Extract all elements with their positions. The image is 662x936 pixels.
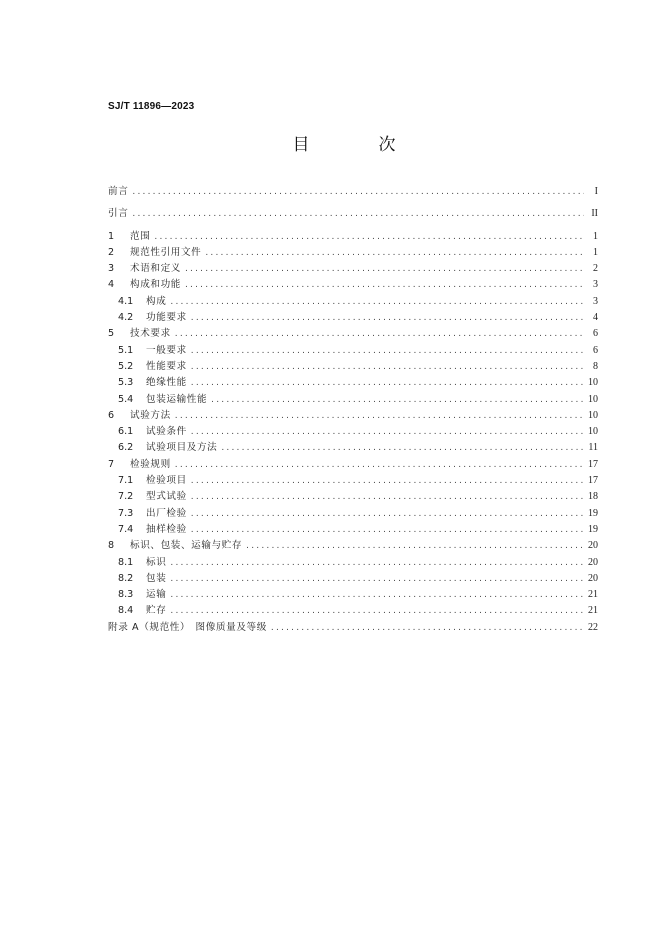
toc-entry-page: 10 [588,409,598,421]
toc-entry-page: 3 [593,295,598,307]
toc-entry-label: 附录 A（规范性） 图像质量及等级 [108,621,267,633]
toc-entry-page: 20 [588,556,598,568]
toc-entry-page: 17 [588,458,598,470]
toc-entry[interactable] [108,359,598,375]
toc-entry-label: 包装运输性能 [146,393,208,405]
toc-leader-dots [185,277,584,293]
toc-entry-label: 绝缘性能 [146,377,187,389]
toc-entry-page: 8 [593,360,598,372]
toc-entry[interactable] [108,473,598,489]
toc-leader-dots [191,473,584,489]
toc-entry-number: 7.2 [118,491,134,503]
toc-leader-dots [191,424,584,440]
toc-leader-dots [170,571,584,587]
toc-entry-page: I [594,186,598,197]
toc-leader-dots [191,375,584,391]
toc-entry-number: 6.1 [118,426,134,438]
toc-entry-number: 7.4 [118,523,134,535]
toc-entry-label: 构成和功能 [130,279,181,291]
toc-leader-dots [191,310,584,326]
toc-entry-page: 18 [588,491,598,503]
toc-entry-page: 20 [588,572,598,584]
toc-entry-number: 6.2 [118,442,134,454]
toc-entry-label: 构成 [146,295,167,307]
toc-entry[interactable] [108,538,598,554]
toc-leader-dots [191,522,584,538]
toc-entry-label: 试验项目及方法 [146,442,218,454]
toc-entry-number: 8.2 [118,572,134,584]
toc-leader-dots [211,392,584,408]
toc-entry-number: 4.1 [118,295,134,307]
toc-entry-page: 1 [593,246,598,258]
toc-leader-dots [191,506,584,522]
toc-entry[interactable] [108,522,598,538]
standard-code: SJ/T 11896—2023 [108,101,195,112]
toc-entry[interactable] [108,343,598,359]
toc-entry-label: 术语和定义 [130,263,181,275]
toc-entry[interactable] [108,489,598,505]
toc-entry-label: 引言 [108,208,129,220]
toc-entry[interactable] [108,587,598,603]
toc-leader-dots [170,603,584,619]
toc-entry-number: 4 [108,279,115,291]
toc-leader-dots [175,408,584,424]
toc-leader-dots [221,440,584,456]
toc-entry[interactable] [108,229,598,245]
toc-leader-dots [170,555,584,571]
toc-entry-label: 技术要求 [130,328,171,340]
toc-leader-dots [154,229,584,245]
toc-entry-number: 3 [108,263,115,275]
table-of-contents [108,184,598,636]
toc-entry-label: 抽样检验 [146,523,187,535]
toc-entry-label: 贮存 [146,605,167,617]
toc-entry-label: 型式试验 [146,491,187,503]
toc-entry[interactable] [108,261,598,277]
toc-entry[interactable] [108,375,598,391]
toc-entry-number: 5 [108,328,115,340]
toc-entry[interactable] [108,310,598,326]
toc-entry-page: 6 [593,328,598,340]
toc-entry-label: 前言 [108,186,129,197]
toc-entry-number: 8 [108,540,115,552]
toc-leader-dots [205,245,584,261]
toc-entry[interactable] [108,555,598,571]
toc-entry-label: 标识、包装、运输与贮存 [130,540,243,552]
toc-leader-dots [185,261,584,277]
toc-entry-number: 7 [108,458,115,470]
toc-entry-page: 6 [593,344,598,356]
page-title: 目 次 [292,135,422,155]
toc-entry-number: 7.1 [118,475,134,487]
toc-entry-label: 性能要求 [146,360,187,372]
toc-entry-number: 2 [108,246,115,258]
toc-entry[interactable] [108,408,598,424]
toc-entry[interactable] [108,206,598,222]
toc-leader-dots [246,538,584,554]
toc-leader-dots [132,184,584,200]
toc-entry-number: 5.3 [118,377,134,389]
toc-leader-dots [191,343,584,359]
toc-entry-label: 标识 [146,556,167,568]
toc-entry[interactable] [108,457,598,473]
toc-leader-dots [132,206,584,222]
toc-entry-page: 17 [588,475,598,487]
toc-entry-label: 范围 [130,230,151,242]
toc-entry-page: 20 [588,540,598,552]
toc-entry-label: 一般要求 [146,344,187,356]
toc-leader-dots [191,489,584,505]
toc-entry[interactable] [108,245,598,261]
toc-leader-dots [175,457,584,473]
toc-entry[interactable] [108,506,598,522]
toc-entry[interactable] [108,440,598,456]
toc-entry-label: 出厂检验 [146,507,187,519]
toc-entry-label: 试验方法 [130,409,171,421]
toc-entry-page: 10 [588,377,598,389]
toc-entry-number: 6 [108,409,115,421]
toc-entry-page: 21 [588,605,598,617]
toc-entry[interactable] [108,620,598,636]
toc-entry-number: 5.2 [118,360,134,372]
toc-entry[interactable] [108,571,598,587]
toc-leader-dots [170,294,584,310]
toc-entry-number: 1 [108,230,115,242]
toc-entry[interactable] [108,603,598,619]
toc-entry-label: 运输 [146,589,167,601]
toc-entry-page: 19 [588,507,598,519]
toc-entry[interactable] [108,294,598,310]
toc-leader-dots [271,620,584,636]
toc-entry-page: 22 [588,621,598,633]
toc-entry-number: 5.4 [118,393,134,405]
toc-entry-number: 8.3 [118,589,134,601]
toc-entry-page: 3 [593,279,598,291]
toc-entry[interactable] [108,326,598,342]
toc-entry-page: 10 [588,426,598,438]
toc-entry-page: 2 [593,263,598,275]
toc-entry[interactable] [108,184,598,200]
toc-entry[interactable] [108,424,598,440]
toc-leader-dots [170,587,584,603]
toc-entry-page: 21 [588,589,598,601]
toc-entry-label: 规范性引用文件 [130,246,202,258]
toc-entry-label: 检验规则 [130,458,171,470]
toc-entry[interactable] [108,392,598,408]
toc-entry-page: 10 [588,393,598,405]
toc-entry-label: 功能要求 [146,312,187,324]
toc-entry[interactable] [108,277,598,293]
toc-entry-page: 4 [593,312,598,324]
toc-entry-number: 4.2 [118,312,134,324]
toc-entry-page: 11 [588,442,598,454]
toc-entry-page: II [591,208,598,220]
toc-entry-page: 19 [588,523,598,535]
toc-leader-dots [191,359,584,375]
toc-entry-number: 5.1 [118,344,134,356]
toc-entry-number: 7.3 [118,507,134,519]
toc-entry-number: 8.4 [118,605,134,617]
toc-entry-page: 1 [593,230,598,242]
toc-entry-label: 试验条件 [146,426,187,438]
toc-entry-label: 包装 [146,572,167,584]
toc-entry-label: 检验项目 [146,475,187,487]
toc-leader-dots [175,326,584,342]
toc-entry-number: 8.1 [118,556,134,568]
